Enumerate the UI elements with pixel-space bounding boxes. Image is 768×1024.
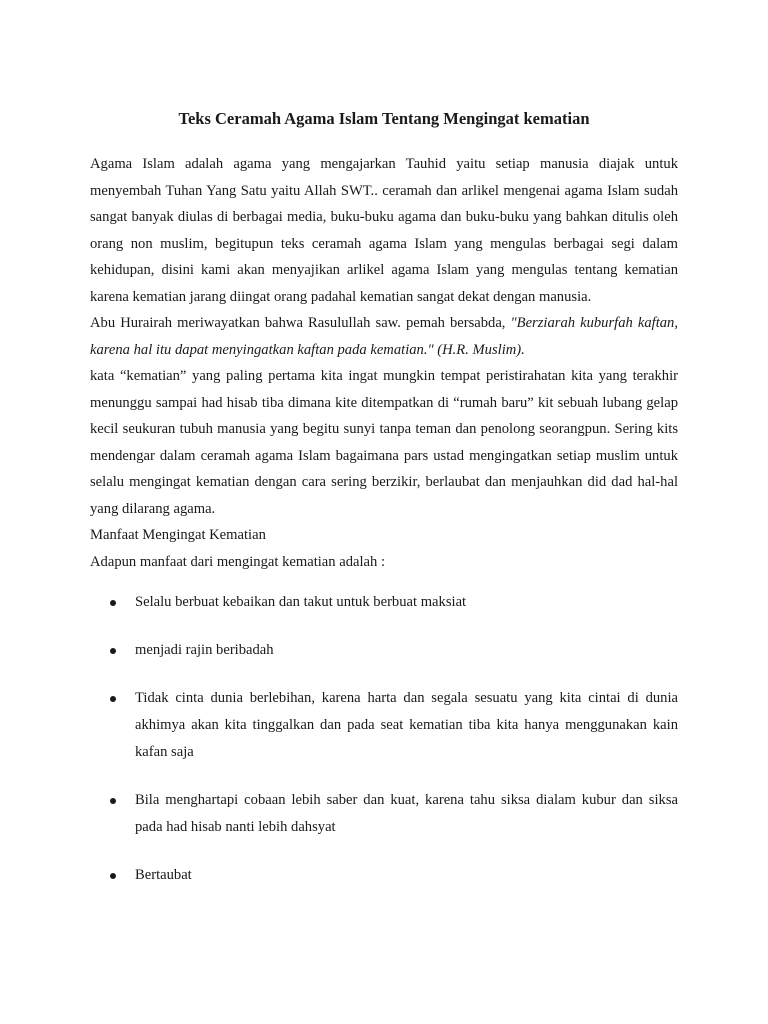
list-intro: Adapun manfaat dari mengingat kematian adalah : — [90, 553, 386, 570]
bullet-icon — [110, 696, 116, 702]
bullet-icon — [110, 648, 116, 654]
paragraph-intro: Agama Islam adalah agama yang mengajarkan Tauhid yaitu setiap manusia diajak untuk menyembah Tuhan Yang Satu yaitu Allah SWT.. ceramah dan arlikel mengenai agama Islam sudah sangat banyak diulas di berbagai media, buku-buku agama dan buku-buku yang bahkan ditulis oleh orang non muslim, begitupun teks ceramah agama Islam yang mengulas berbagai segi dalam kehidupan, disini kami akan menyajikan arlikel agama Islam yang mengulas tentang kematian karena kematian jarang diingat orang padahal kematian sangat dekat dengan manusia. — [90, 156, 678, 305]
document-page — [90, 108, 678, 910]
hadith-intro-text: Abu Hurairah meriwayatkan bahwa Rasulullah saw. pemah bersabda, — [90, 315, 511, 332]
list-item-text: Bila menghartapi cobaan lebih saber dan kuat, karena tahu siksa dialam kubur dan siksa pada had hisab nanti lebih dahsyat — [135, 792, 678, 836]
paragraph-kematian: kata “kematian” yang paling pertama kita ingat mungkin tempat peristirahatan kita yang terakhir menunggu sampai had hisab tiba dimana kite ditempatkan di “rumah baru” kit sebuah lubang gelap kecil seukuran tubuh manusia yang begitu sunyi tanpa teman dan penolong seorangpun. Sering kits mendengar dalam ceramah agama Islam bagaimana pars ustad mengingatkan setiap muslim untuk selalu mengingat kematian dengan cara sering berzikir, berlaubat dan menjauhkan did dad hal-hal yang dilarang agama. — [90, 368, 678, 517]
benefits-list — [90, 589, 678, 889]
list-item — [90, 685, 678, 766]
paragraph-hadith — [90, 310, 678, 363]
list-item — [90, 637, 678, 664]
heading-manfaat: Manfaat Mengingat Kematian — [90, 527, 266, 544]
list-item-text: Selalu berbuat kebaikan dan takut untuk berbuat maksiat — [135, 594, 467, 611]
list-item-text: menjadi rajin beribadah — [135, 642, 274, 659]
document-title: Teks Ceramah Agama Islam Tentang Mengingat kematian — [178, 109, 590, 128]
list-item — [90, 589, 678, 616]
bullet-icon — [110, 873, 116, 879]
list-item-text: Tidak cinta dunia berlebihan, karena harta dan segala sesuatu yang kita cintai di dunia akhimya akan kita tinggalkan dan pada seat kematian tiba kita hanya menggunakan kain kafan saja — [135, 690, 678, 761]
list-item-text: Bertaubat — [135, 867, 192, 884]
bullet-icon — [110, 798, 116, 804]
list-item — [90, 787, 678, 841]
hadith-quote-text: "Berziarah kuburfah kaftan, karena hal itu dapat menyingatkan kaftan pada kematian." (H.R. Muslim). — [90, 315, 678, 358]
bullet-icon — [110, 600, 116, 606]
list-item — [90, 862, 678, 889]
